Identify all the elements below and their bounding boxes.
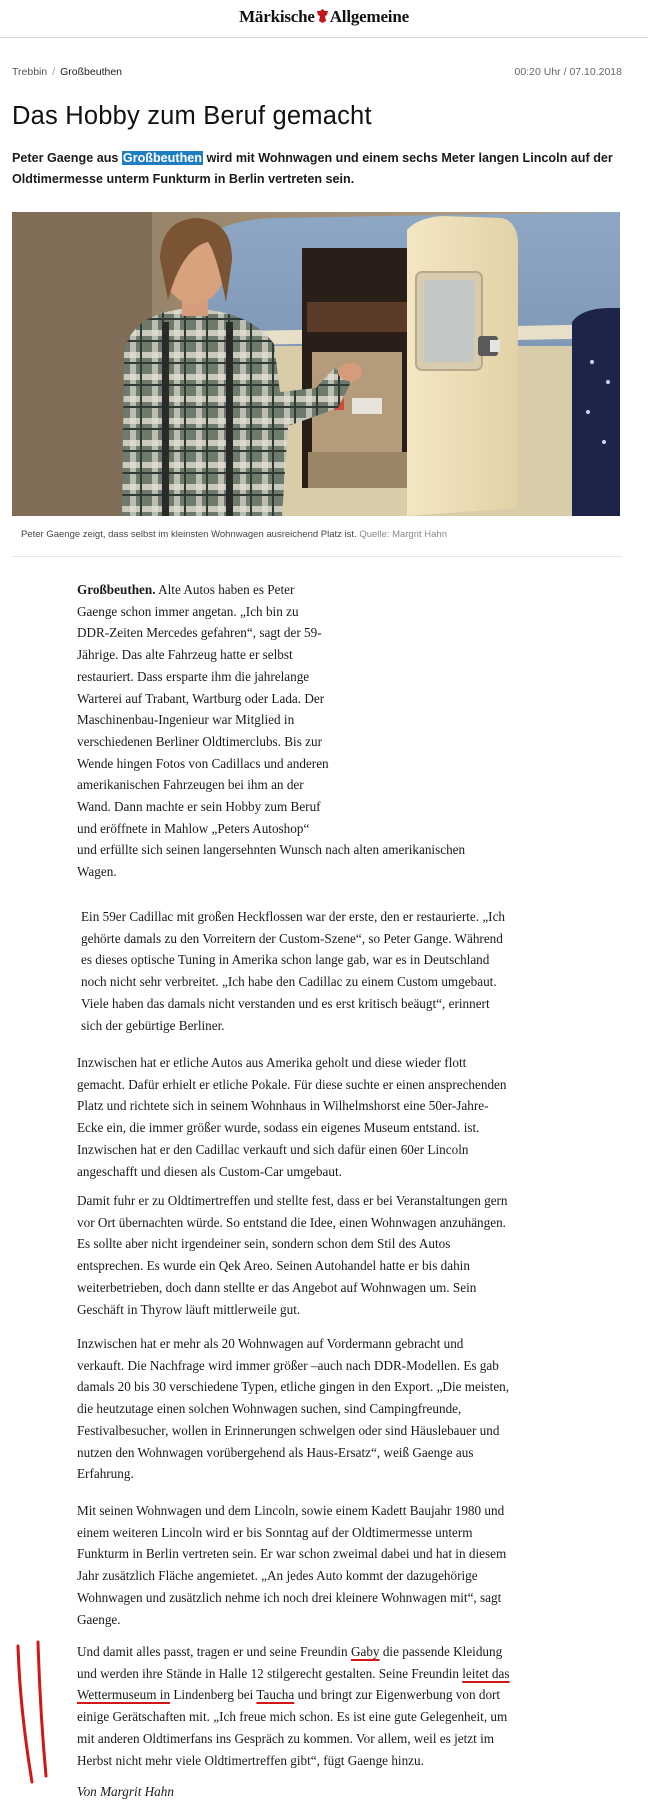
article-photo-illustration [12, 212, 620, 516]
photo-caption [21, 529, 621, 540]
underlined-taucha: Taucha [256, 1687, 295, 1703]
caption-source: Quelle: Margrit Hahn [359, 529, 447, 540]
caption-text: Peter Gaenge zeigt, dass selbst im kleinsten Wohnwagen ausreichend Platz ist. [21, 529, 357, 540]
article-headline: Das Hobby zum Beruf gemacht [12, 102, 372, 130]
article-paragraph-4: Damit fuhr er zu Oldtimertreffen und stellte fest, dass er bei Veranstaltungen gern vor Ort übernachten würde. So entstand die Idee, einen Wohnwagen anzuhängen. Es sollte aber nicht irgendeiner sein, sondern schon dem Stil des Autos entsprechen. Es wurde ein Qek Areo. Seinen Autohandel hatte er bis dahin weiterbetrieben, doch dann stellte er das Angebot auf Wohnwagen um. Sein Geschäft in Thyrow läuft mittlerweile gut. [77, 1193, 508, 1317]
article-timestamp: 00:20 Uhr / 07.10.2018 [514, 66, 622, 78]
article-meta [12, 66, 622, 82]
underlined-leitet-das: leitet das [462, 1665, 510, 1681]
divider [12, 556, 622, 557]
article-paragraph-5: Inzwischen hat er mehr als 20 Wohnwagen auf Vordermann gebracht und verkauft. Die Nachfrage wird immer größer –auch nach DDR-Modellen. Es gab damals 20 bis 30 verschiedene Typen, etliche gingen in den Export. „Die meisten, die heutzutage einen solchen Wohnwagen suchen, sind Campingfreunde, Festivalbesucher, wollen in Erinnerungen schwelgen oder sind Häuslebauer und nutzen den Wohnwagen vorübergehend als Haus-Ersatz“, weiß Gaenge aus Erfahrung. [77, 1336, 510, 1482]
breadcrumb-item-trebbin[interactable]: Trebbin [12, 66, 48, 78]
site-header [0, 0, 648, 38]
eagle-icon [316, 8, 329, 24]
article-time: 00:20 Uhr [514, 66, 561, 78]
margin-annotation-marks [10, 1640, 50, 1790]
breadcrumb [12, 66, 122, 78]
site-logo[interactable]: Märkische Allgemeine [239, 7, 409, 26]
underlined-gaby: Gaby [350, 1644, 380, 1659]
article-paragraph-3: Inzwischen hat er etliche Autos aus Amerika geholt und diese wieder flott gemacht. Dafür erhielt er etliche Pokale. Für diese suchte er einen ansprechenden Platz und richtete sich in seinem Wohnhaus in Wilhelmshorst eine 50er-Jahre- Ecke ein, die immer größer wurde, sodass ein eigenes Museum entstand. ist. Inzwischen hat er den Cadillac verkauft und sich dafür einen 60er Lincoln angeschafft und diesen als Custom-Car umgebaut. [77, 1055, 507, 1179]
underlined-wettermuseum-in: Wettermuseum in [77, 1687, 171, 1703]
article-photo[interactable] [12, 212, 620, 516]
article-paragraph-7: Und damit alles passt, tragen er und seine Freundin Gaby die passende Kleidung und werden ihre Stände in Halle 12 stilgerecht gestalten. Seine Freundin leitet das Wettermuseum in Lindenberg bei Taucha und bringt zur Eigenwerbung von dort einige Gerätschaften mit. „Ich freue mich schon. Es ist eine gute Gelegenheit, um mit anderen Oldtimerfans ins Gespräch zu kommen. Vor allem, weil es jetzt im Herbst nicht mehr viele Oldtimertreffen gibt“, fügt Gaenge hinzu. [77, 1644, 510, 1768]
article-paragraph-2: Ein 59er Cadillac mit großen Heckflossen war der erste, den er restaurierte. „Ich gehörte damals zu den Vorreitern der Custom-Szene“, so Peter Gange. Während es dieses optische Tuning in Amerika schon lange gab, war es in Deutschland noch nicht sehr verbreitet. „Ich habe den Cadillac zu einem Custom umgebaut. Viele haben das damals nicht verstanden und es erst kritisch beäugt“, erinnert sich der gebürtige Berliner. [81, 909, 506, 1033]
breadcrumb-separator: / [52, 66, 56, 78]
article-lead: Peter Gaenge aus Großbeuthen wird mit Wohnwagen und einem sechs Meter langen Lincoln auf der Oldtimermesse unterm Funkturm in Berlin vertreten sein. [12, 151, 613, 186]
article-byline: Von Margrit Hahn [77, 1784, 174, 1799]
article-paragraph-1: Großbeuthen. Alte Autos haben es Peter Gaenge schon immer angetan. „Ich bin zu DDR-Zeiten Mercedes gefahren“, sagt der 59- Jährige. Das alte Fahrzeug hatte er selbst restauriert. Dass ersparte ihm die jahrelange Warterei auf Trabant, Wartburg oder Lada. Der Maschinenbau-Ingenieur war Mitglied in verschiedenen Berliner Oldtimerclubs. Bis zur Wende hingen Fotos von Cadillacs und anderen amerikanischen Fahrzeugen bei ihm an der Wand. Dann machte er sein Hobby zum Beruf und eröffnete in Mahlow „Peters Autoshop“ und erfüllte sich seinen langersehnten Wunsch nach alten amerikanischen Wagen. [77, 582, 466, 880]
article-paragraph-6: Mit seinen Wohnwagen und dem Lincoln, sowie einem Kadett Baujahr 1980 und einem weiteren Lincoln wird er bis Sonntag auf der Oldtimermesse unterm Funkturm in Berlin vertreten sein. Er war schon zweimal dabei und hat in diesem Jahr zusätzlich Fläche angemietet. „An jedes Auto kommt der dazugehörige Wohnwagen und zusätzlich nehme ich noch drei kleinere Wohnwagen mit“, sagt Gaenge. [77, 1503, 507, 1627]
dateline: Großbeuthen. [77, 582, 156, 597]
highlighted-link-grossbeuthen[interactable]: Großbeuthen [122, 151, 202, 165]
article-date: 07.10.2018 [569, 66, 622, 78]
breadcrumb-item-grossbeuthen[interactable]: Großbeuthen [60, 66, 123, 78]
